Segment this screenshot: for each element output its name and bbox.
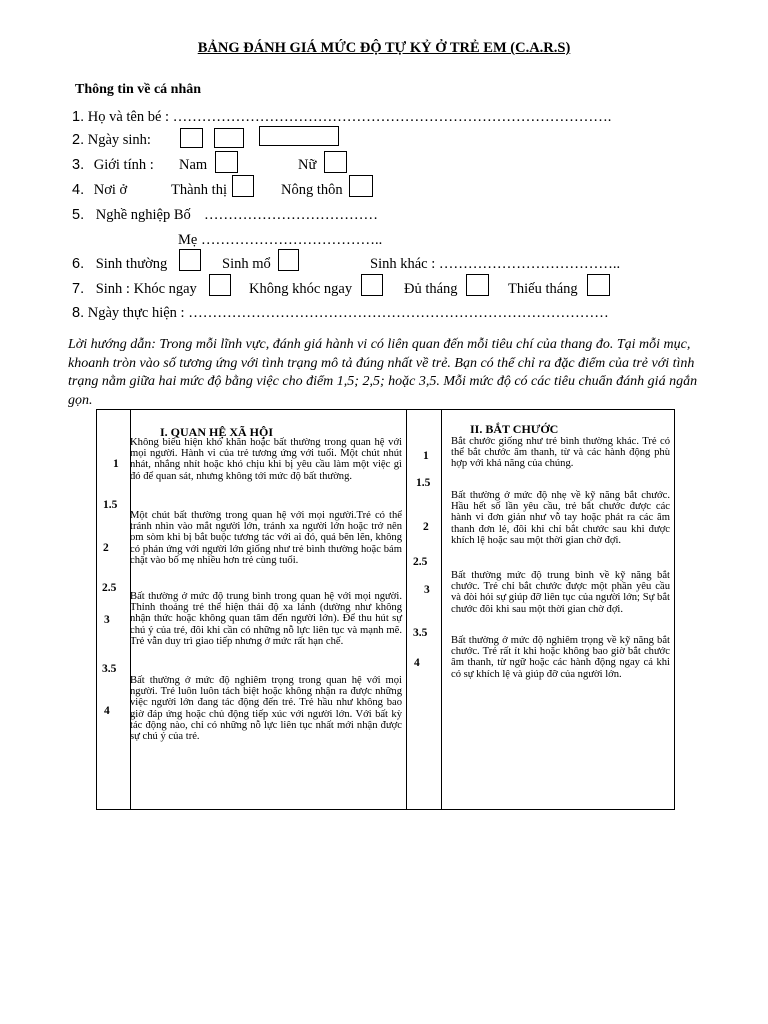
date-label: Ngày thực hiện : — [87, 305, 185, 321]
caesarean-label: Sinh mổ — [222, 256, 271, 272]
rural-label: Nông thôn — [281, 182, 343, 198]
score-1-5[interactable]: 1.5 — [416, 477, 431, 489]
social-relations-heading: I. QUAN HỆ XÃ HỘI — [160, 425, 274, 439]
row-number: 5. — [72, 207, 85, 223]
mother-job-field[interactable]: ……………………………….. — [200, 232, 383, 248]
date-row — [72, 305, 609, 322]
job-row — [72, 207, 191, 224]
imitation-level-1: Bắt chước giống như trẻ bình thường khác. Trẻ có thể bắt chước âm thanh, từ và các hành động phù hợp với khả năng của chúng. — [451, 436, 670, 470]
score-3-5[interactable]: 3.5 — [413, 627, 428, 639]
urban-label: Thành thị — [171, 182, 227, 198]
male-label: Nam — [179, 157, 208, 173]
residence-label: Nơi ở — [93, 182, 128, 198]
gender-row — [72, 157, 154, 174]
score-2[interactable]: 2 — [423, 521, 429, 533]
father-job-label: Nghề nghiệp Bố — [95, 207, 191, 223]
father-job-field[interactable]: ……………………………… — [204, 207, 378, 223]
other-birth-field[interactable]: ……………………………….. — [438, 256, 621, 272]
preterm-label: Thiếu tháng — [508, 281, 578, 297]
score-2-5[interactable]: 2.5 — [413, 556, 428, 568]
score-1[interactable]: 1 — [113, 458, 119, 470]
birth-row — [72, 281, 197, 298]
score-3[interactable]: 3 — [424, 584, 430, 596]
other-birth-label: Sinh khác : — [370, 256, 436, 272]
dob-month-box[interactable] — [214, 128, 244, 148]
row-number: 7. — [72, 281, 85, 297]
score-3-5[interactable]: 3.5 — [102, 663, 117, 675]
birth-label: Sinh : — [95, 281, 130, 297]
preterm-checkbox[interactable] — [587, 274, 610, 296]
imitation-level-2: Bất thường ở mức độ nhẹ về kỹ năng bắt chước. Hầu hết số lần yêu cầu, trẻ bắt chước được các hành vi đơn giản như vỗ tay hoặc phát ra các âm thanh đơn lẻ, đôi khi chỉ bắt chước sau khi được khích lệ hoặc sau một thời gian chờ đợi. — [451, 490, 670, 546]
caesarean-checkbox[interactable] — [278, 249, 299, 271]
no-cry-checkbox[interactable] — [361, 274, 383, 296]
score-1-5[interactable]: 1.5 — [103, 499, 118, 511]
score-4[interactable]: 4 — [414, 657, 420, 669]
full-term-label: Đủ tháng — [404, 281, 458, 297]
dob-row — [72, 132, 151, 149]
mother-job-row — [178, 232, 382, 249]
normal-birth-checkbox[interactable] — [179, 249, 201, 271]
female-checkbox[interactable] — [324, 151, 347, 173]
name-field[interactable]: ………………………………………………………………………………. — [172, 109, 612, 125]
name-row — [72, 109, 611, 126]
dob-day-box[interactable] — [180, 128, 203, 148]
social-level-4: Bất thường ở mức độ nghiêm trọng trong quan hệ với mọi người. Trẻ luôn luôn tách biệt hoặc không nhận ra được những việc người lớn đang tác động đến trẻ. Trẻ hầu như không bao giờ đáp ứng hoặc chủ động tiếp xúc với người lớn. Với bất kỳ tác động nào, chỉ có những nỗ lực liên tục nhất mới nhận được sự chú ý của trẻ. — [130, 675, 402, 743]
column-divider — [441, 409, 442, 810]
score-1[interactable]: 1 — [423, 450, 429, 462]
row-number: 3. — [72, 157, 85, 173]
female-label: Nữ — [298, 157, 317, 173]
row-number: 1. — [72, 109, 85, 125]
score-4[interactable]: 4 — [104, 705, 110, 717]
date-field[interactable]: …………………………………………………………………………… — [188, 305, 609, 321]
row-number: 8. — [72, 305, 85, 321]
imitation-level-3: Bất thường mức độ trung bình về kỹ năng bắt chước. Trẻ chỉ bắt chước được một phần yêu cầu và đòi hỏi sự giúp đỡ liên tục của người lớn; Sự bắt chước đôi khi sau một thời gian chờ đợi. — [451, 570, 670, 615]
row-number: 2. — [72, 132, 85, 148]
social-level-2: Một chút bất thường trong quan hệ với mọi người.Trẻ có thể tránh nhìn vào mắt người lớn, tránh xa người lớn hoặc trở nên om sòm khi bị bắt buộc tương tác với ai đó, quá bẽn lẽn, không có phản ứng với người lớn giống như trẻ bình thường hoặc bám chặt vào bố mẹ nhiều hơn trẻ cùng tuổi. — [130, 510, 402, 566]
dob-year-box[interactable] — [259, 126, 339, 146]
birth-type-row — [72, 256, 167, 273]
imitation-heading: II. BẮT CHƯỚC — [470, 422, 559, 436]
cry-label: Khóc ngay — [133, 281, 197, 297]
row-number: 4. — [72, 182, 85, 198]
score-3[interactable]: 3 — [104, 614, 110, 626]
full-term-checkbox[interactable] — [466, 274, 489, 296]
urban-checkbox[interactable] — [232, 175, 254, 197]
no-cry-label: Không khóc ngay — [249, 281, 353, 297]
mother-job-label: Mẹ — [178, 232, 198, 248]
dob-label: Ngày sinh: — [87, 132, 151, 148]
cry-checkbox[interactable] — [209, 274, 231, 296]
other-birth-row — [370, 256, 620, 273]
rural-checkbox[interactable] — [349, 175, 373, 197]
instructions: Lời hướng dẫn: Trong mỗi lĩnh vực, đánh giá hành vi có liên quan đến mỗi tiêu chí của thang đo. Tại mỗi mục, khoanh tròn vào số tương ứng với tình trạng mô tả đúng nhất về trẻ. Bạn có thể chỉ ra đặc điểm của trẻ với tình trạng nằm giữa hai mức độ bằng việc cho điểm 1,5; 2,5; hoặc 3,5. Mỗi mức độ có các tiêu chuẩn đánh giá ngắn gọn. — [68, 337, 698, 408]
score-2[interactable]: 2 — [103, 542, 109, 554]
male-checkbox[interactable] — [215, 151, 238, 173]
document-title: BẢNG ĐÁNH GIÁ MỨC ĐỘ TỰ KỶ Ở TRẺ EM (C.A.R.S) — [197, 40, 571, 56]
gender-label: Giới tính : — [93, 157, 154, 173]
row-number: 6. — [72, 256, 85, 272]
social-level-1: Không biểu hiện khó khăn hoặc bất thường trong quan hệ với mọi người. Hành vi của trẻ tương ứng với tuổi. Một chút nhút nhát, nhắng nhít hoặc khó chịu khi bị yêu cầu làm một việc gì đó để quan sát, nhưng không tới mức độ bất thường. — [130, 437, 402, 482]
column-divider — [406, 409, 407, 810]
name-label: Họ và tên bé : — [87, 109, 170, 125]
residence-row — [72, 182, 127, 199]
normal-birth-label: Sinh thường — [95, 256, 168, 272]
section-heading: Thông tin về cá nhân — [75, 82, 202, 97]
imitation-level-4: Bất thường ở mức độ nghiêm trọng về kỹ năng bắt chước. Trẻ rất ít khi hoặc không bao giờ bắt chước âm thanh, từ ngữ hoặc các hành động ngay cả khi có sự khích lệ và giúp đỡ của người lớn. — [451, 635, 670, 680]
score-2-5[interactable]: 2.5 — [102, 582, 117, 594]
social-level-3: Bất thường ở mức độ trung bình trong quan hệ với mọi người. Thỉnh thoảng trẻ thể hiện thái độ xa lánh (dường như không nhận thức hoặc không quan tâm đến người lớn). Để thu hút sự chú ý của trẻ, đôi khi cần có những nỗ lực liên tục và mạnh mẽ. Trẻ vẫn duy trì giao tiếp nhưng ở mức rất hạn chế. — [130, 591, 402, 647]
